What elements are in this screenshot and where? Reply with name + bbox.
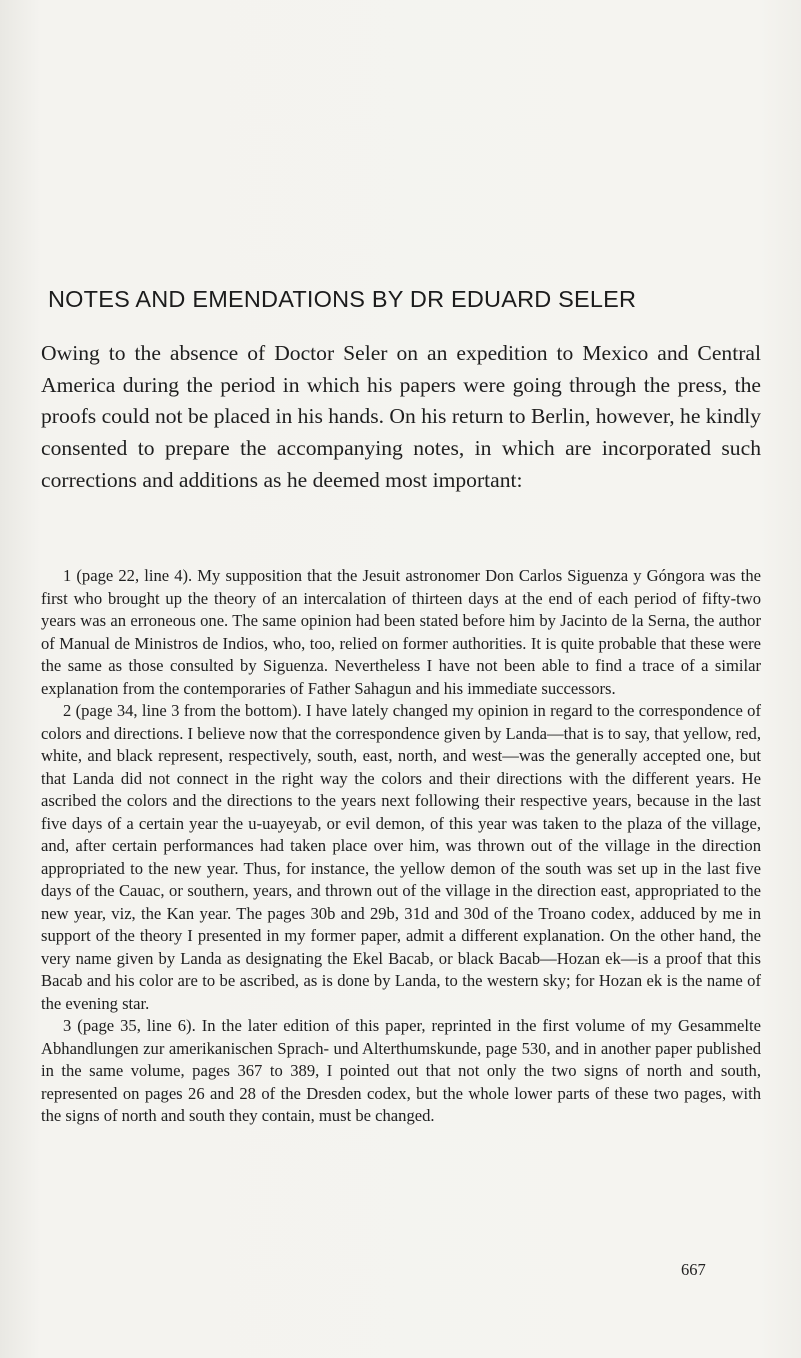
- notes-list: [41, 565, 761, 1128]
- note-1: 1 (page 22, line 4). My supposition that the Jesuit astronomer Don Carlos Siguenza y Góngora was the first who brought up the theory of an intercalation of thirteen days at the end of each period of fifty-two years was an erroneous one. The same opinion had been stated before him by Jacinto de la Serna, the author of Manual de Ministros de Indios, who, too, relied on former authorities. It is quite probable that these were the same as those consulted by Siguenza. Nevertheless I have not been able to find a trace of a similar explanation from the contemporaries of Father Sahagun and his immediate successors.: [41, 566, 761, 698]
- note-2: 2 (page 34, line 3 from the bottom). I have lately changed my opinion in regard to the correspondence of colors and directions. I believe now that the correspondence given by Landa—that is to say, that yellow, red, white, and black represent, respectively, south, east, north, and west—was the generally accepted one, but that Landa did not connect in the right way the colors and their directions with the different years. He ascribed the colors and the directions to the years next following their respective years, because in the last five days of a certain year the u-uayeyab, or evil demon, of this year was taken to the plaza of the village, and, after certain performances had taken place over him, was thrown out of the village in the direction appropriated to the new year. Thus, for instance, the yellow demon of the south was set up in the last five days of the Cauac, or southern, years, and thrown out of the village in the direction east, appropriated to the new year, viz, the Kan year. The pages 30b and 29b, 31d and 30d of the Troano codex, adduced by me in support of the theory I presented in my former paper, admit a different explanation. On the other hand, the very name given by Landa as designating the Ekel Bacab, or black Bacab—Hozan ek—is a proof that this Bacab and his color are to be ascribed, as is done by Landa, to the western sky; for Hozan ek is the name of the evening star.: [41, 701, 761, 1013]
- page-heading: NOTES AND EMENDATIONS BY DR EDUARD SELER: [48, 286, 637, 312]
- page-number: 667: [681, 1260, 706, 1279]
- note-3: 3 (page 35, line 6). In the later edition of this paper, reprinted in the first volume of my Gesammelte Abhandlungen zur amerikanischen Sprach- und Alterthumskunde, page 530, and in another paper published in the same volume, pages 367 to 389, I pointed out that not only the two signs of north and south, represented on pages 26 and 28 of the Dresden codex, but the whole lower parts of these two pages, with the signs of north and south they contain, must be changed.: [41, 1016, 761, 1125]
- intro-paragraph: Owing to the absence of Doctor Seler on an expedition to Mexico and Central America during the period in which his papers were going through the press, the proofs could not be placed in his hands. On his return to Berlin, however, he kindly consented to prepare the accompanying notes, in which are incorporated such corrections and additions as he deemed most important:: [41, 341, 761, 492]
